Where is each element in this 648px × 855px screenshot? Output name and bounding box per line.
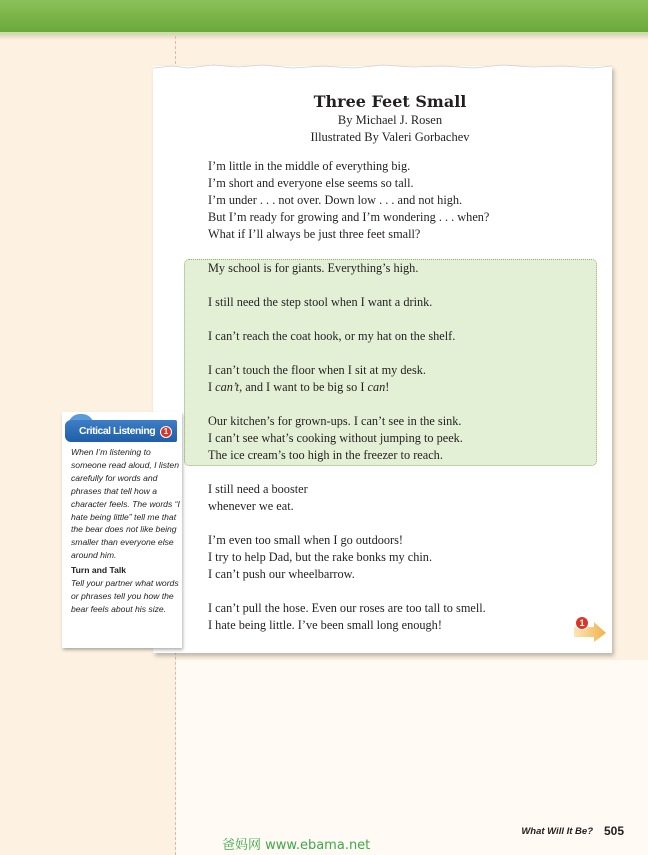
- sidebar-subhead: Turn and Talk: [71, 565, 127, 576]
- poem-author: By Michael J. Rosen: [337, 113, 443, 127]
- watermark-text: 爸妈网 www.ebama.net: [222, 838, 371, 853]
- poem-line: whenever we eat.: [208, 499, 294, 513]
- sidebar-body: [71, 446, 181, 616]
- poem-emphasis-line: [208, 380, 389, 395]
- poem-line: The ice cream’s too high in the freezer to reach.: [208, 448, 443, 462]
- poem-title: Three Feet Small: [313, 92, 467, 111]
- poem-line: I’m short and everyone else seems so tall.: [208, 176, 414, 190]
- marker-badge-number: 1: [579, 618, 585, 628]
- emphasis-word-cant: can’t: [215, 380, 240, 394]
- emphasis-mid: , and I want to be big so I: [239, 380, 368, 394]
- emphasis-pre: I: [208, 380, 216, 394]
- footer-unit-title: What Will It Be?: [521, 826, 593, 837]
- poem-line: Our kitchen’s for grown-ups. I can’t see in the sink.: [208, 414, 462, 428]
- poem-line: I hate being little. I’ve been small long enough!: [208, 618, 442, 632]
- sidebar-badge: 1: [160, 426, 172, 438]
- top-band-shadow: [0, 34, 648, 40]
- arrow-right-icon: [572, 614, 608, 646]
- poem-line: I can’t push our wheelbarrow.: [208, 567, 355, 581]
- sidebar-subtext: Tell your partner what words or phrases tell you how the bear feels about his size.: [71, 578, 179, 614]
- page-number: 505: [604, 824, 625, 838]
- poem-illustrator: Illustrated By Valeri Gorbachev: [310, 130, 470, 144]
- poem-line: But I’m ready for growing and I’m wondering . . . when?: [208, 210, 490, 224]
- poem-line: I’m even too small when I go outdoors!: [208, 533, 404, 547]
- poem-line: I still need a booster: [208, 482, 308, 496]
- torn-edge: [153, 62, 612, 72]
- poem-line: My school is for giants. Everything’s high.: [208, 261, 419, 275]
- emphasis-word-can: can: [367, 380, 386, 394]
- poem-line: I can’t touch the floor when I sit at my desk.: [208, 363, 426, 377]
- top-color-band: [0, 0, 648, 34]
- sidebar-title: Critical Listening: [79, 425, 156, 437]
- poem-line: I can’t see what’s cooking without jumping to peek.: [208, 431, 463, 445]
- emphasis-post: !: [385, 380, 390, 394]
- poem-line: I’m little in the middle of everything big.: [208, 159, 411, 173]
- poem-line: I try to help Dad, but the rake bonks my chin.: [208, 550, 433, 564]
- poem-line: What if I’ll always be just three feet small?: [208, 227, 421, 241]
- poem-line: I can’t pull the hose. Even our roses are too tall to smell.: [208, 601, 486, 615]
- poem-line: I can’t reach the coat hook, or my hat on the shelf.: [208, 329, 456, 343]
- sidebar-text: When I’m listening to someone read aloud, I listen carefully for words and phrases that tell how a character feels. The words “I hate being little” tell me that the bear does not like being smaller than everyone else around him.: [71, 447, 180, 561]
- poem-line: I still need the step stool when I want a drink.: [208, 295, 433, 309]
- poem-line: I’m under . . . not over. Down low . . . and not high.: [208, 193, 463, 207]
- critical-listening-sidebar: [62, 412, 182, 648]
